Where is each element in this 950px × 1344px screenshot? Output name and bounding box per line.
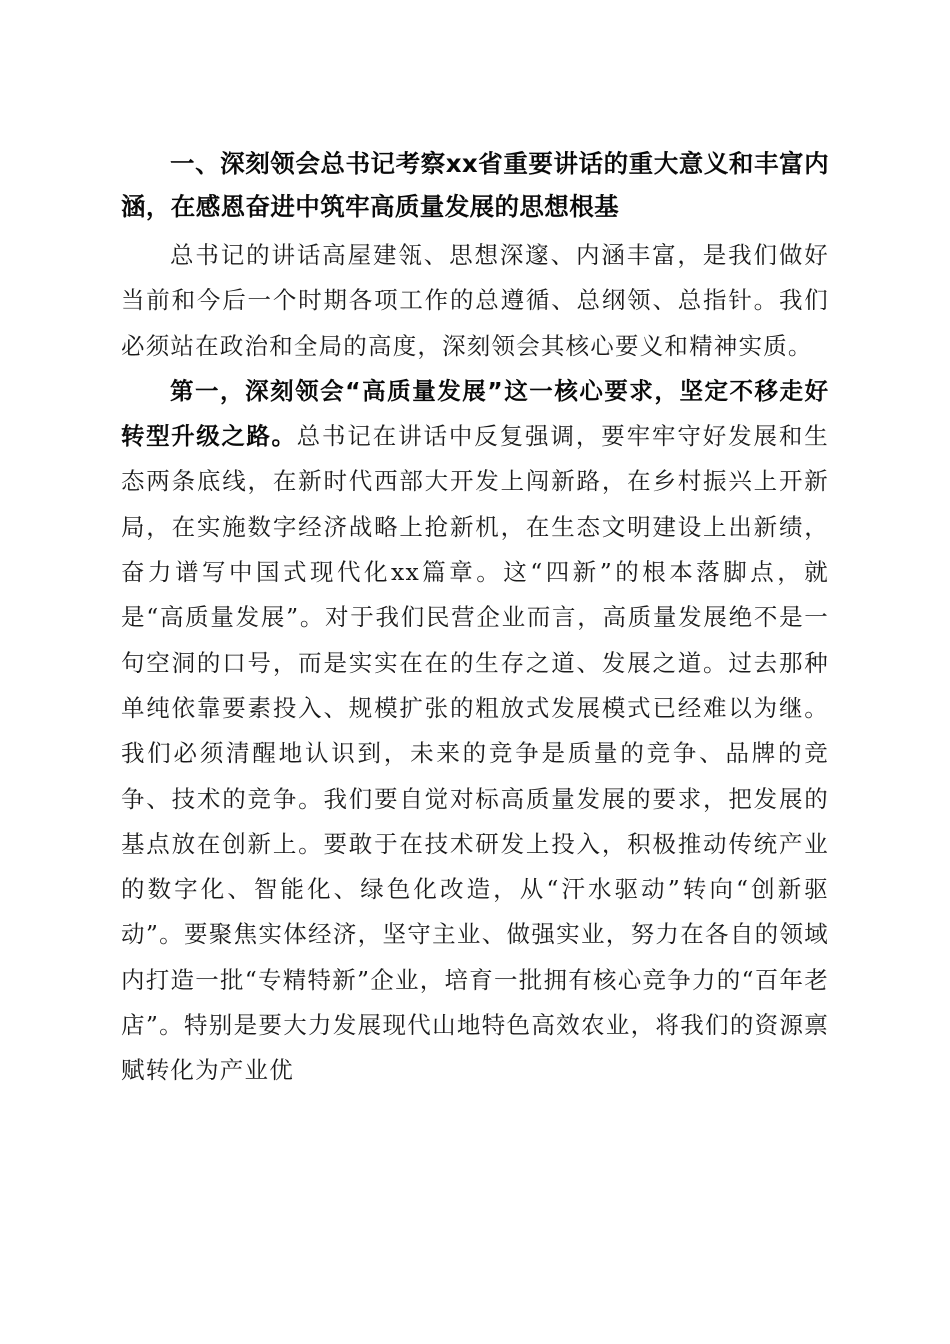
paragraph-intro	[121, 233, 829, 369]
document-body	[121, 142, 829, 1094]
paragraph-intro-text: 总书记的讲话高屋建瓴、思想深邃、内涵丰富，是我们做好当前和今后一个时期各项工作的总遵循、总纲领、总指针。我们必须站在政治和全局的高度，深刻领会其核心要义和精神实质。	[121, 241, 829, 360]
paragraph-first-point-text: 总书记在讲话中反复强调，要牢牢守好发展和生态两条底线，在新时代西部大开发上闯新路，在乡村振兴上开新局，在实施数字经济战略上抢新机，在生态文明建设上出新绩，奋力谱写中国式现代化xx篇章。这“四新”的根本落脚点，就是“高质量发展”。对于我们民营企业而言，高质量发展绝不是一句空洞的口号，而是实实在在的生存之道、发展之道。过去那种单纯依靠要素投入、规模扩张的粗放式发展模式已经难以为继。我们必须清醒地认识到，未来的竞争是质量的竞争、品牌的竞争、技术的竞争。我们要自觉对标高质量发展的要求，把发展的基点放在创新上。要敢于在技术研发上投入，积极推动传统产业的数字化、智能化、绿色化改造，从“汗水驱动”转向“创新驱动”。要聚焦实体经济，坚守主业、做强实业，努力在各自的领域内打造一批“专精特新”企业，培育一批拥有核心竞争力的“百年老店”。特别是要大力发展现代山地特色高效农业，将我们的资源禀赋转化为产业优	[121, 422, 829, 1085]
section-heading: 一、深刻领会总书记考察xx省重要讲话的重大意义和丰富内涵，在感恩奋进中筑牢高质量发展的思想根基	[121, 149, 829, 221]
paragraph-first-point-lead: 第一，深刻领会“高质量发展”这一核心要求，坚定不移走好转型升级之路。	[121, 376, 829, 451]
paragraph-first-point	[121, 369, 829, 1094]
